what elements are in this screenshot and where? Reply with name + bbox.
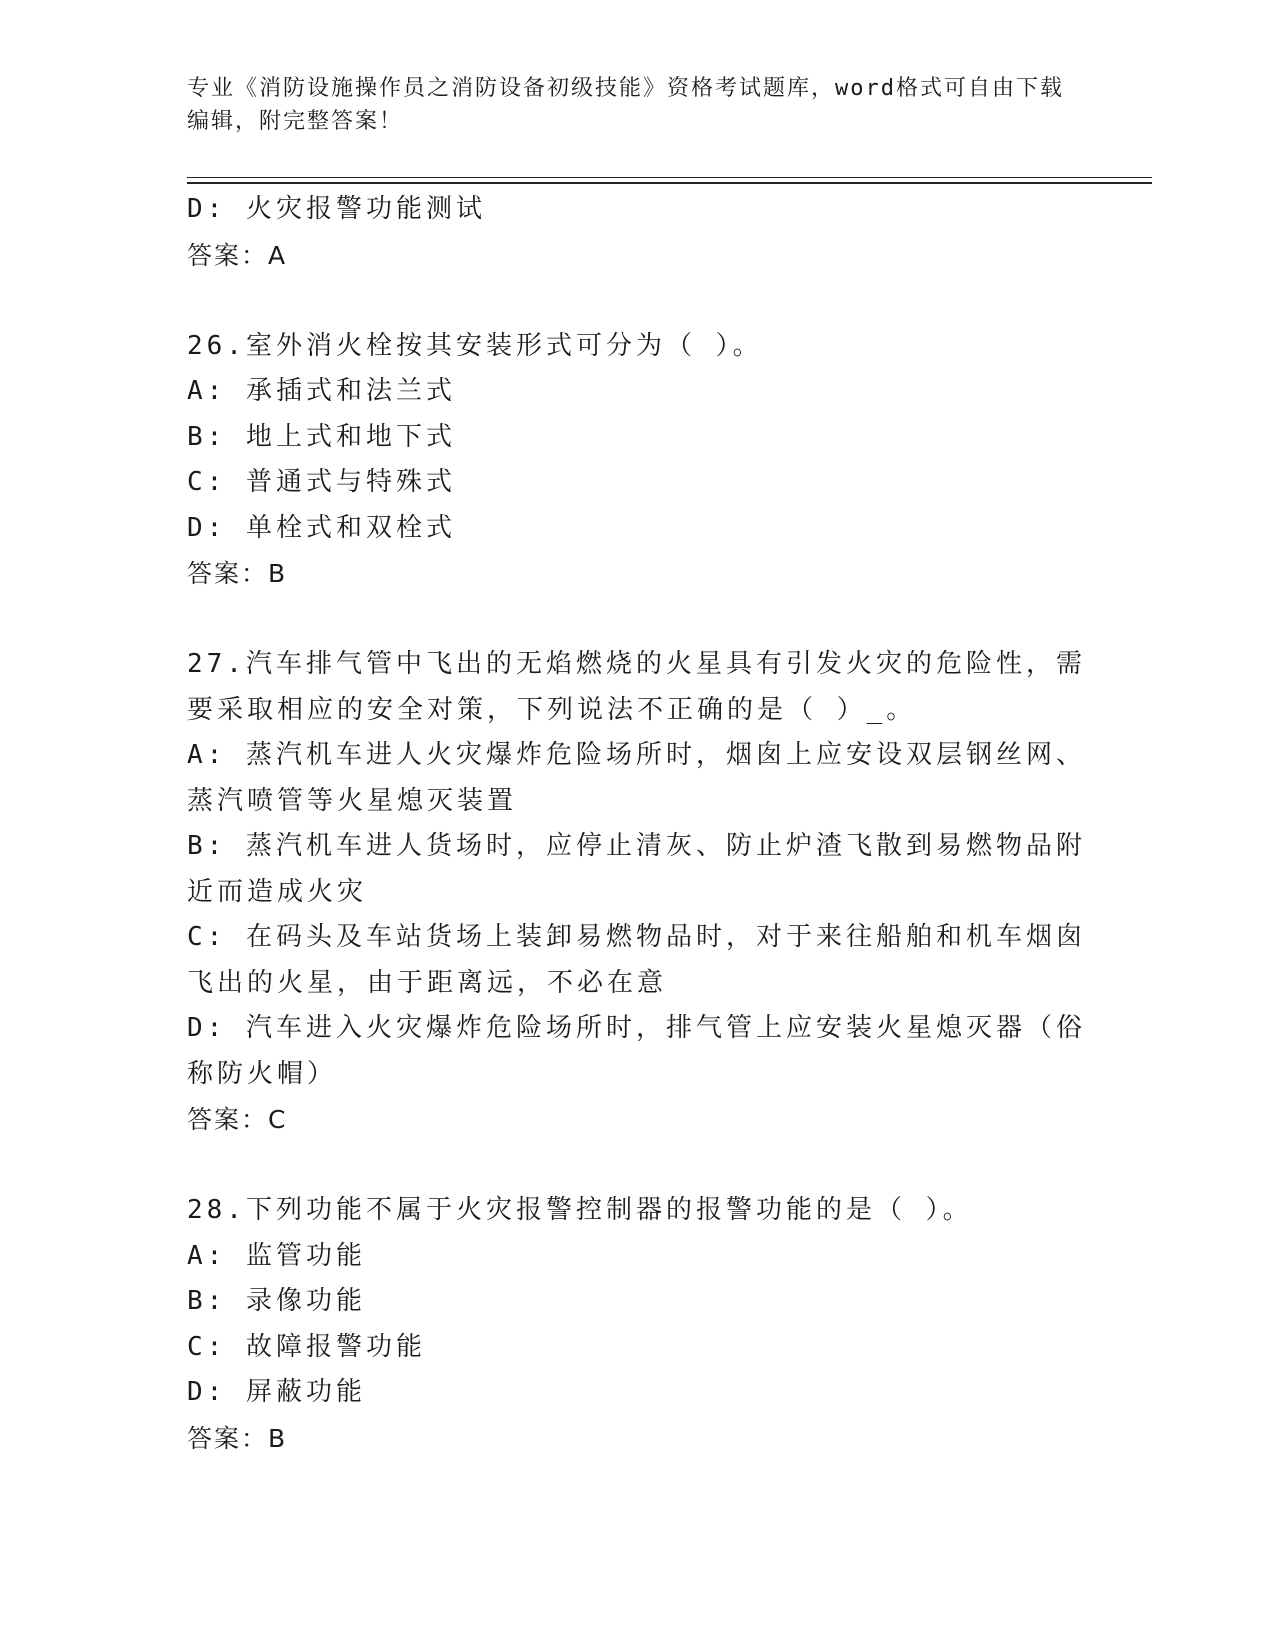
question-list: [187, 187, 1087, 1461]
spacer: [187, 278, 1087, 324]
option-d: D: 单栓式和双栓式: [187, 512, 456, 543]
option-a: A: 蒸汽机车进人火灾爆炸危险场所时，烟囱上应安设双层钢丝网、蒸汽喷管等火星熄灭装置: [187, 740, 1086, 816]
option-d: D: 屏蔽功能: [187, 1377, 366, 1407]
option-b: B: 蒸汽机车进人货场时，应停止清灰、防止炉渣飞散到易燃物品附近而造成火灾: [187, 831, 1086, 907]
header-rule-thick: [187, 182, 1152, 184]
option-d: D: 汽车进入火灾爆炸危险场所时，排气管上应安装火星熄灭器（俗称防火帽）: [187, 1013, 1086, 1089]
option-c: C: 普通式与特殊式: [187, 467, 456, 497]
option-c: C: 故障报警功能: [187, 1331, 426, 1362]
option-a: A: 监管功能: [187, 1240, 366, 1271]
header-rule-thin: [187, 177, 1152, 178]
question-26: [187, 324, 1087, 597]
spacer: [187, 1143, 1087, 1189]
carryover-answer: 答案：A: [187, 240, 288, 270]
carryover-option-d: D: 火灾报警功能测试: [187, 194, 486, 224]
question-stem: 27.汽车排气管中飞出的无焰燃烧的火星具有引发火灾的危险性，需要采取相应的安全对策，下列说法不正确的是（ ）_。: [187, 649, 1086, 725]
option-b: B: 录像功能: [187, 1286, 366, 1316]
option-c: C: 在码头及车站货场上装卸易燃物品时，对于来往船舶和机车烟囱飞出的火星，由于距离远，不必在意: [187, 922, 1086, 998]
option-b: B: 地上式和地下式: [187, 421, 456, 452]
question-answer: 答案：B: [187, 559, 288, 588]
question-stem: 28.下列功能不属于火灾报警控制器的报警功能的是（ ）。: [187, 1195, 973, 1225]
spacer: [187, 597, 1087, 643]
page-header: [187, 72, 1087, 138]
question-answer: 答案：B: [187, 1423, 288, 1453]
option-a: A: 承插式和法兰式: [187, 376, 456, 406]
question-27: [187, 642, 1087, 1143]
question-answer: 答案：C: [187, 1105, 288, 1134]
question-stem: 26.室外消火栓按其安装形式可分为（ ）。: [187, 330, 763, 361]
question-28: [187, 1188, 1087, 1461]
header-text: 专业《消防设施操作员之消防设备初级技能》资格考试题库，word格式可自由下载编辑，附完整答案！: [187, 76, 1064, 134]
